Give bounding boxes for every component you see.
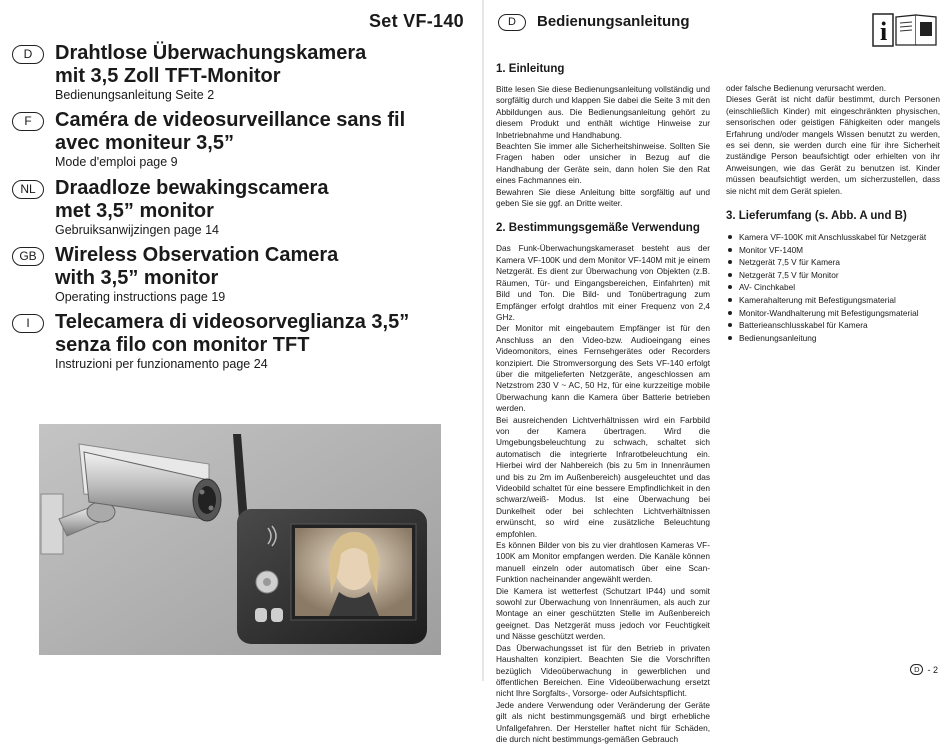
page-number-badge: D [910, 664, 923, 675]
language-title: mit 3,5 Zoll TFT-Monitor [55, 65, 281, 87]
paragraph: Beachten Sie immer alle Sicherheitshinweise. Sollten Sie Fragen haben oder unsicher in Bezug auf die Handhabung der Geräte sein, dann holen Sie den Rat eines Fachmannes ein. [496, 141, 710, 186]
language-title: Telecamera di videosorveglianza 3,5” [55, 311, 410, 333]
list-item: AV- Cinchkabel [726, 281, 940, 294]
paragraph: Der Monitor mit eingebautem Empfänger ist für den Anschluss an den Video-bzw. Audioeingang eines Videomonitors, eines Fernsehgerätes oder Recorders konzipiert. Die Stromversorgung des Sets VF-140 erfolgt über die mitgelieferten Netzgeräte, angeschlossen am Netzstrom 230 V ~ AC, 50 Hz, für eine kurzzeitige mobile Überwachung kann die Kamera über Batterie betrieben werden. [496, 323, 710, 414]
paragraph: oder falsche Bedienung verursacht werden. [726, 83, 887, 93]
language-title: with 3,5” monitor [55, 267, 219, 289]
section-heading: 2. Bestimmungsgemäße Verwendung [496, 222, 700, 235]
paragraph: Dieses Gerät ist nicht dafür bestimmt, durch Personen (einschließlich Kinder) mit eingeschränkten physischen, sensorischen oder geistigen Fähigkeiten oder mangels Erfahrung und/oder mangels Wissen benutzt zu werden, es sei denn, sie werden durch eine für ihre Sicherheit zuständige Person beaufsichtigt oder erhielten von ihr Anweisungen, wie das Gerät zu benutzen ist. Kinder müssen beaufsichtigt werden, um sicherzustellen, dass sie nicht mit dem Gerät spielen. [726, 94, 940, 196]
language-badge: NL [12, 180, 44, 199]
page-number [910, 664, 938, 675]
language-badge: GB [12, 247, 44, 266]
paragraph: Bitte lesen Sie diese Bedienungsanleitung vollständig und sorgfältig durch und klappen Sie dabei die Seite 3 mit den Abbildungen aus. Die Bedienungsanleitung gehört zu diesem Produkt und enthält wichtige Hinweise zur Inbetriebnahme und Handhabung. [496, 84, 710, 140]
language-title: senza filo con monitor TFT [55, 334, 310, 356]
paragraph: Das Überwachungsset ist für den Betrieb in privaten Haushalten konzipiert. Beachten Sie die Vorschriften bezüglich Videoüberwachung in gewerblichen und öffentlichen Bereichen. Eine Videoüberwachung ersetzt nicht Ihre Sorgfalts-, Vorsorge- oder Aufsichtspflicht. [496, 642, 710, 699]
section-heading: 3. Lieferumfang (s. Abb. A und B) [726, 210, 907, 223]
language-badge: I [12, 314, 44, 333]
language-title: avec moniteur 3,5” [55, 132, 234, 154]
paragraph: Das Funk-Überwachungskameraset besteht aus der Kamera VF-100K und dem Monitor VF-140M mit je einem Netzgerät. Es dient zur Überwachung von Objekten (z.B. Räumen, Tür- und Eingangsbereichen, Einfahrten) mit Bild und Ton. Die Bild- und Tonübertragung zum Empfänger erfolgt drahtlos mit einer Frequenz von 2,4 GHz. [496, 243, 710, 322]
language-subtitle: Bedienungsanleitung Seite 2 [55, 88, 215, 102]
page-title: Bedienungsanleitung [537, 13, 690, 30]
product-photo [39, 424, 441, 655]
svg-text:i: i [880, 17, 888, 46]
page-number-text: - 2 [927, 664, 938, 675]
language-title: met 3,5” monitor [55, 200, 214, 222]
info-manual-icon [872, 13, 940, 52]
paragraph: Jede andere Verwendung oder Veränderung der Geräte gilt als nicht bestimmungsgemäß und birgt erhebliche Unfallgefahren. Der Hersteller haftet nicht für Schäden, die durch nicht bestimmungs-gemäßen Gebrauch [496, 699, 710, 744]
delivery-contents-list [726, 231, 940, 344]
list-item: Batterieanschlusskabel für Kamera [726, 319, 940, 332]
list-item: Monitor VF-140M [726, 244, 940, 257]
paragraph: Bewahren Sie diese Anleitung bitte sorgfältig auf und geben Sie sie ggf. an Dritte weiter. [496, 186, 710, 209]
cover-page [0, 0, 482, 681]
list-item: Kamera VF-100K mit Anschlusskabel für Netzgerät [726, 231, 940, 244]
paragraph: Die Kamera ist wetterfest (Schutzart IP44) und somit sowohl zur Überwachung von Innenräumen, als auch zur Montage an einer geschützten Stelle im Außenbereich geeignet. Das Netzgerät muss jedoch vor Feuchtigkeit und Nässe geschützt werden. [496, 585, 710, 642]
language-badge: D [498, 14, 526, 31]
list-item: Netzgerät 7,5 V für Monitor [726, 269, 940, 282]
list-item: Netzgerät 7,5 V für Kamera [726, 256, 940, 269]
language-title: Wireless Observation Camera [55, 244, 339, 266]
section-heading: 1. Einleitung [496, 63, 565, 75]
language-subtitle: Operating instructions page 19 [55, 290, 226, 304]
camera-and-monitor-illustration [39, 424, 441, 655]
set-title: Set VF-140 [368, 11, 464, 31]
language-badge: F [12, 112, 44, 131]
list-item: Kamerahalterung mit Befestigungsmaterial [726, 294, 940, 307]
language-subtitle: Gebruiksanwijzingen page 14 [55, 223, 219, 237]
text-column-left [496, 62, 710, 745]
text-column-right [726, 83, 940, 344]
language-subtitle: Instruzioni per funzionamento page 24 [55, 357, 268, 371]
list-item: Bedienungsanleitung [726, 332, 940, 345]
language-title: Draadloze bewakingscamera [55, 177, 329, 199]
paragraph: Es können Bilder von bis zu vier drahtlosen Kameras VF-100K am Monitor empfangen werden. Die Kanäle können manuell einzeln oder automatisch über eine Scan-Funktion nacheinander angewählt werden. [496, 540, 710, 585]
language-badge: D [12, 45, 44, 64]
language-subtitle: Mode d'emploi page 9 [55, 155, 178, 169]
paragraph: Bei ausreichenden Lichtverhältnissen wird ein Farbbild von der Kamera übertragen. Wird die Umgebungsbeleuchtung zu schwach, schaltet sich automatisch die integrierte Infrarotbeleuchtung ein. Hierbei wird der Nahbereich (bis zu 5m in Innenräumen und bis zu 2m im Außenbereich) ausgeleuchtet und das Videobild schaltet für eine bessere Empfindlichkeit in den schwarz/weiß- Modus. Ist eine Überwachung bei Dunkelheit oder bei schlechten Lichtverhältnissen erwünscht, so wird eine zusätzliche Beleuchtung empfohlen. [496, 414, 710, 539]
language-title: Drahtlose Überwachungskamera [55, 42, 367, 64]
language-title: Caméra de videosurveillance sans fil [55, 109, 406, 131]
list-item: Monitor-Wandhalterung mit Befestigungsmaterial [726, 307, 940, 320]
